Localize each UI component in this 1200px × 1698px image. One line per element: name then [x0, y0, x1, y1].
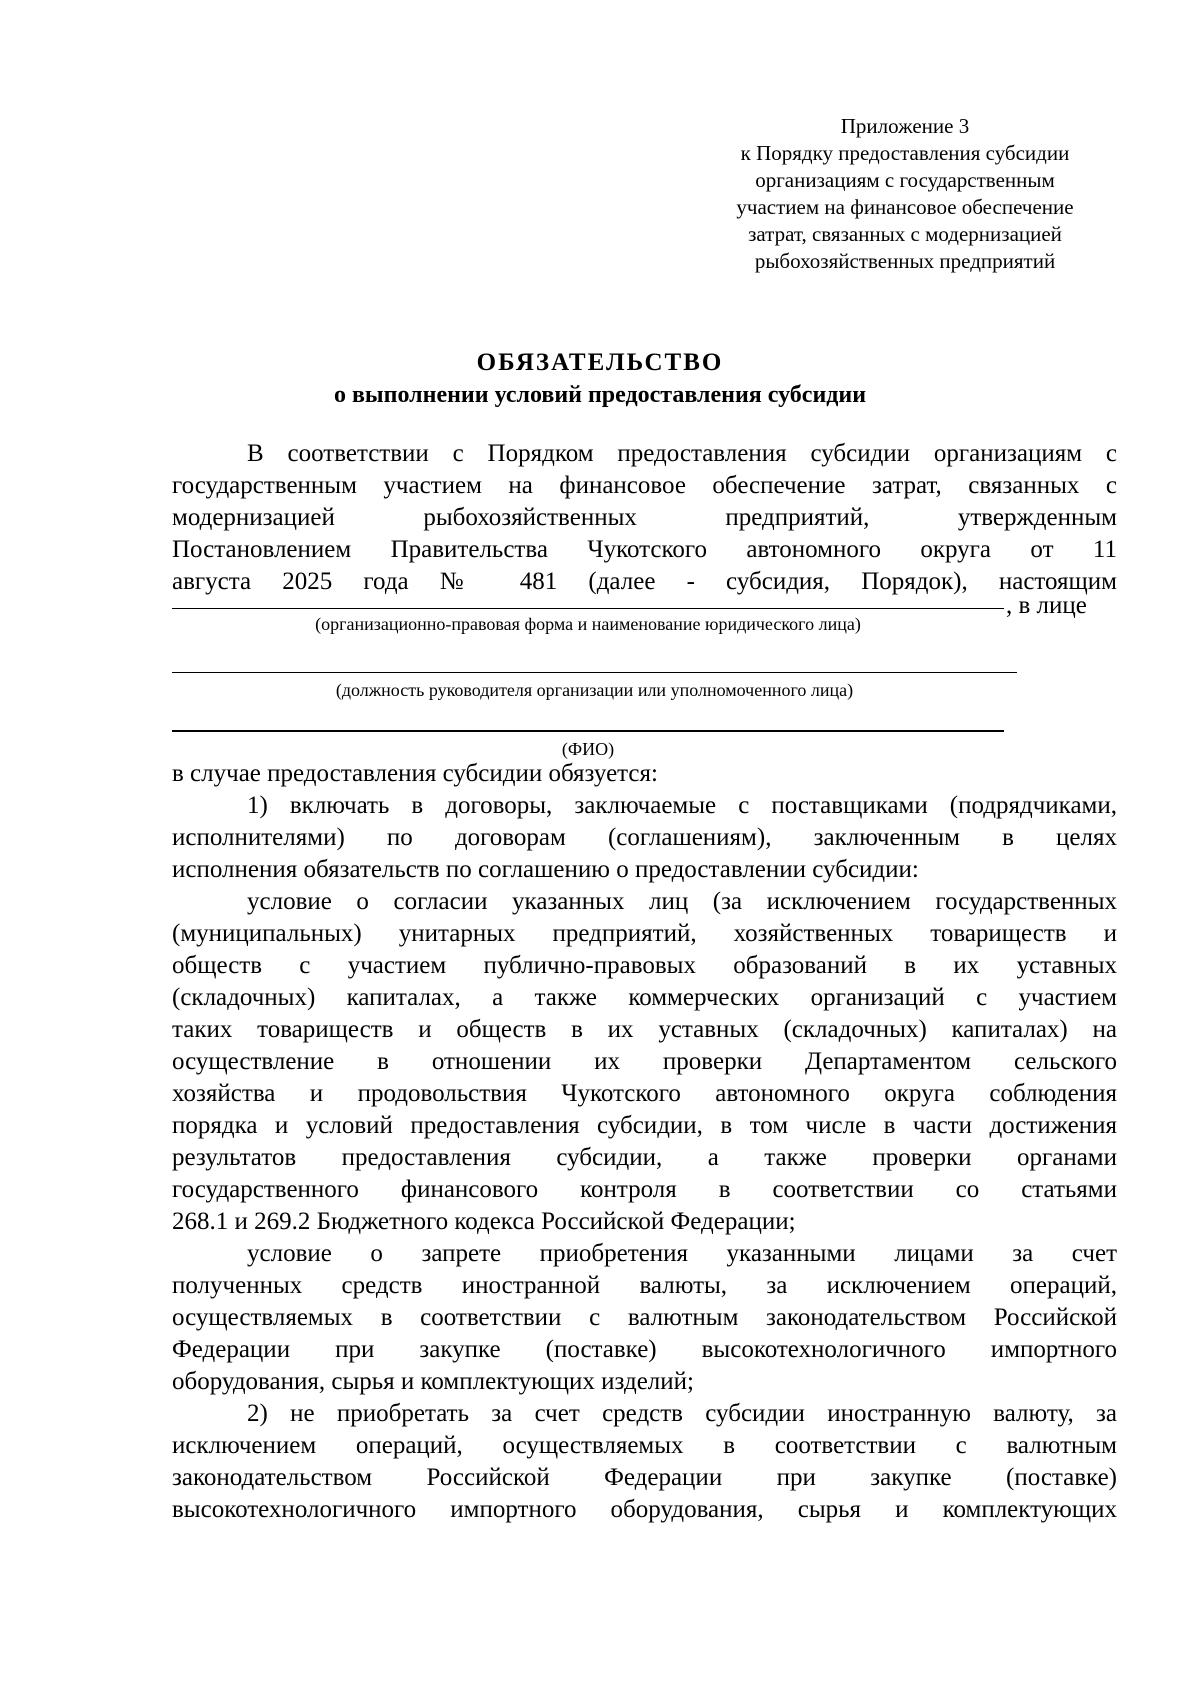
- fio-caption: (ФИО): [561, 739, 615, 759]
- position-caption: (должность руководителя организации или уполномоченного лица): [335, 680, 854, 700]
- text-line: таких товариществ и обществ в их уставных (складочных) капиталах) на: [172, 1016, 1117, 1043]
- document-subtitle: о выполнении условий предоставления субсидии: [333, 382, 867, 408]
- text-line: осуществление в отношении их проверки Департаментом сельского: [172, 1048, 1117, 1075]
- position-field[interactable]: [172, 672, 1017, 673]
- document-title: ОБЯЗАТЕЛЬСТВО: [476, 349, 724, 376]
- appendix-line: организациям с государственным: [755, 168, 1055, 192]
- text-line: Федерации при закупке (поставке) высокотехнологичного импортного: [172, 1336, 1117, 1363]
- text-line: исполнителями) по договорам (соглашениям), заключенным в целях: [172, 824, 1117, 851]
- text-line: (муниципальных) унитарных предприятий, хозяйственных товариществ и: [172, 920, 1117, 947]
- text-line: полученных средств иностранной валюты, за исключением операций,: [172, 1272, 1117, 1299]
- org-name-caption: (организационно-правовая форма и наименование юридического лица): [315, 614, 861, 634]
- appendix-line: затрат, связанных с модернизацией: [748, 222, 1062, 246]
- appendix-line: к Порядку предоставления субсидии: [740, 141, 1070, 165]
- text-line: государственным участием на финансовое обеспечение затрат, связанных с: [172, 472, 1117, 499]
- text-line: 268.1 и 269.2 Бюджетного кодекса Российской Федерации;: [172, 1208, 796, 1235]
- appendix-header: [700, 113, 1110, 275]
- text-line: условие о запрете приобретения указанными лицами за счет: [247, 1240, 1117, 1267]
- text-line: Постановлением Правительства Чукотского автономного округа от 11: [172, 536, 1117, 563]
- appendix-line: Приложение 3: [840, 114, 970, 138]
- text-line: хозяйства и продовольствия Чукотского автономного округа соблюдения: [172, 1080, 1117, 1107]
- text-line: законодательством Российской Федерации при закупке (поставке): [172, 1464, 1117, 1491]
- text-line: исключением операций, осуществляемых в соответствии с валютным: [172, 1432, 1117, 1459]
- obligation-body: [172, 758, 1117, 1526]
- text-line: порядка и условий предоставления субсидии, в том числе в части достижения: [172, 1112, 1117, 1139]
- text-line: августа 2025 года № 481 (далее - субсидия, Порядок), настоящим: [172, 568, 1117, 595]
- appendix-line: участием на финансовое обеспечение: [736, 195, 1074, 219]
- appendix-line: рыбохозяйственных предприятий: [754, 249, 1056, 273]
- org-name-field[interactable]: [172, 608, 1004, 609]
- text-line: (складочных) капиталах, а также коммерческих организаций с участием: [172, 984, 1117, 1011]
- text-line: государственного финансового контроля в соответствии со статьями: [172, 1176, 1117, 1203]
- text-line: модернизацией рыбохозяйственных предприятий, утвержденным: [172, 504, 1117, 531]
- text-line: осуществляемых в соответствии с валютным законодательством Российской: [172, 1304, 1117, 1331]
- fio-field[interactable]: [172, 730, 1004, 732]
- text-line: условие о согласии указанных лиц (за исключением государственных: [247, 888, 1117, 915]
- text-line: в случае предоставления субсидии обязуется:: [172, 760, 658, 787]
- text-line: В соответствии с Порядком предоставления субсидии организациям с: [247, 440, 1117, 467]
- intro-paragraph: [172, 438, 1117, 598]
- text-line: оборудования, сырья и комплектующих изделий;: [172, 1368, 694, 1395]
- text-line: 2) не приобретать за счет средств субсидии иностранную валюту, за: [247, 1400, 1117, 1427]
- text-line: высокотехнологичного импортного оборудования, сырья и комплектующих: [172, 1496, 1117, 1523]
- text-line: результатов предоставления субсидии, а также проверки органами: [172, 1144, 1117, 1171]
- text-line: исполнения обязательств по соглашению о предоставлении субсидии:: [172, 856, 919, 883]
- in-person-text: , в лице: [1006, 592, 1087, 619]
- text-line: обществ с участием публично-правовых образований в их уставных: [172, 952, 1117, 979]
- text-line: 1) включать в договоры, заключаемые с поставщиками (подрядчиками,: [247, 792, 1117, 819]
